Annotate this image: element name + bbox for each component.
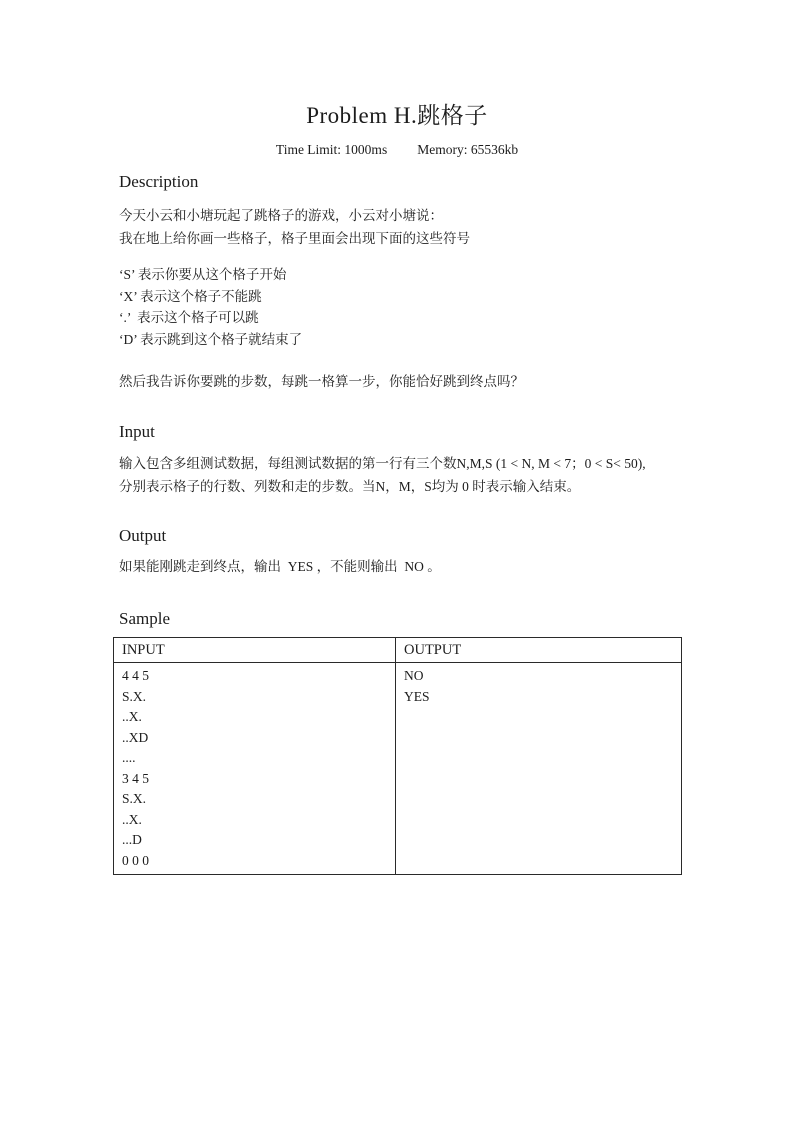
output-paragraph (113, 555, 681, 578)
text-line: ..X. (122, 709, 142, 724)
table-body-row (114, 663, 682, 875)
text-line: S.X. (122, 688, 147, 704)
text-line: 我在地上给你画一些格子，格子里面会出现下面的这些符号 (119, 231, 470, 246)
text-line: 0 0 0 (122, 852, 149, 868)
sample-heading: Sample (119, 609, 170, 628)
text-line: 输入包含多组测试数据，每组测试数据的第一行有三个数N,M,S (1 < N, M < 7；0 < S< 50), (119, 456, 646, 471)
text-line: ..XD (122, 729, 149, 745)
text-line: ...D (122, 832, 142, 847)
time-limit-label: Time Limit: 1000ms (275, 142, 388, 157)
text-line: ‘S’ 表示你要从这个格子开始 (119, 267, 287, 282)
memory-label: Memory: 65536kb (417, 142, 519, 157)
text-line: 如果能刚跳走到终点，输出 YES ，不能则输出 NO 。 (119, 559, 441, 574)
text-line: ‘X’ 表示这个格子不能跳 (119, 288, 262, 304)
description-question: 然后我告诉你要跳的步数，每跳一格算一步，你能恰好跳到终点吗？ (119, 374, 524, 389)
sample-input-cell (114, 663, 396, 875)
section-input (113, 421, 681, 498)
text-line: 3 4 5 (122, 770, 149, 786)
input-paragraph (113, 452, 681, 498)
text-line: YES (404, 688, 430, 704)
sample-io-table (113, 637, 682, 875)
table-header-row (114, 638, 682, 663)
description-intro (113, 204, 681, 250)
output-heading: Output (119, 526, 167, 545)
text-line: 分别表示格子的行数、列数和走的步数。当N，M，S均为 0 时表示输入结束。 (119, 479, 581, 494)
text-line: S.X. (122, 791, 147, 806)
text-line: ..X. (122, 811, 142, 827)
problem-meta (113, 141, 681, 158)
text-line: 4 4 5 (122, 668, 149, 683)
section-sample (113, 608, 681, 875)
text-line: ‘D’ 表示跳到这个格子就结束了 (119, 331, 303, 347)
symbol-legend-list (113, 264, 681, 350)
text-line: ‘.’ 表示这个格子可以跳 (119, 310, 259, 325)
table-header-input: INPUT (114, 638, 396, 663)
text-line: 今天小云和小塘玩起了跳格子的游戏，小云对小塘说： (119, 208, 443, 223)
section-description (113, 171, 681, 393)
input-heading: Input (119, 422, 155, 441)
problem-title: Problem H.跳格子 (306, 103, 488, 128)
table-header-output: OUTPUT (396, 638, 682, 663)
text-line: .... (122, 750, 136, 765)
document-content (113, 0, 681, 875)
section-output (113, 525, 681, 578)
sample-output-cell (396, 663, 682, 875)
text-line: NO (404, 668, 424, 683)
description-heading: Description (119, 172, 199, 191)
